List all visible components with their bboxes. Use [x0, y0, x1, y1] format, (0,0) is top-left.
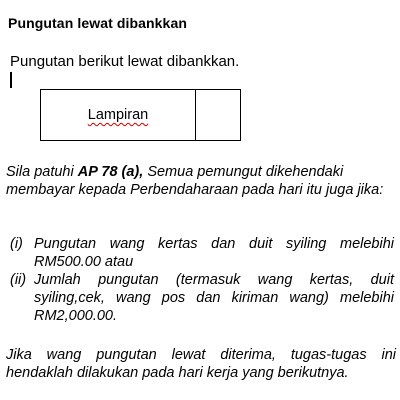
list-item-text: Jumlah pungutan (termasuk wang kertas, duit syiling,cek, wang pos dan kiriman wang) melebihi RM2,000.00.: [34, 272, 394, 324]
page-heading: Pungutan lewat dibankkan: [8, 15, 187, 31]
attachment-label: Lampiran: [87, 107, 149, 123]
list-item-text: Pungutan wang kertas dan duit syiling melebihi RM500.00 atau: [34, 236, 394, 270]
text-cursor: [10, 72, 12, 88]
instruction-body: Semua pemungut dikehendaki membayar kepada Perbendaharaan pada hari itu juga jika:: [6, 164, 384, 198]
attachment-table: [40, 89, 241, 141]
empty-cell: [196, 90, 240, 140]
list-item: [10, 271, 394, 325]
condition-list: [10, 235, 394, 325]
regulation-reference: AP 78 (a),: [77, 164, 144, 180]
list-item-number: (i): [10, 236, 23, 252]
closing-paragraph: Jika wang pungutan lewat diterima, tugas-tugas ini hendaklah dilakukan pada hari kerja yang berikutnya.: [6, 347, 396, 381]
instruction-paragraph: [6, 163, 396, 199]
intro-text: Pungutan berikut lewat dibankkan.: [10, 53, 240, 70]
attachment-cell: [41, 90, 196, 140]
list-item-number: (ii): [10, 272, 27, 288]
list-item: [10, 235, 394, 271]
instruction-lead: Sila patuhi: [6, 164, 78, 180]
